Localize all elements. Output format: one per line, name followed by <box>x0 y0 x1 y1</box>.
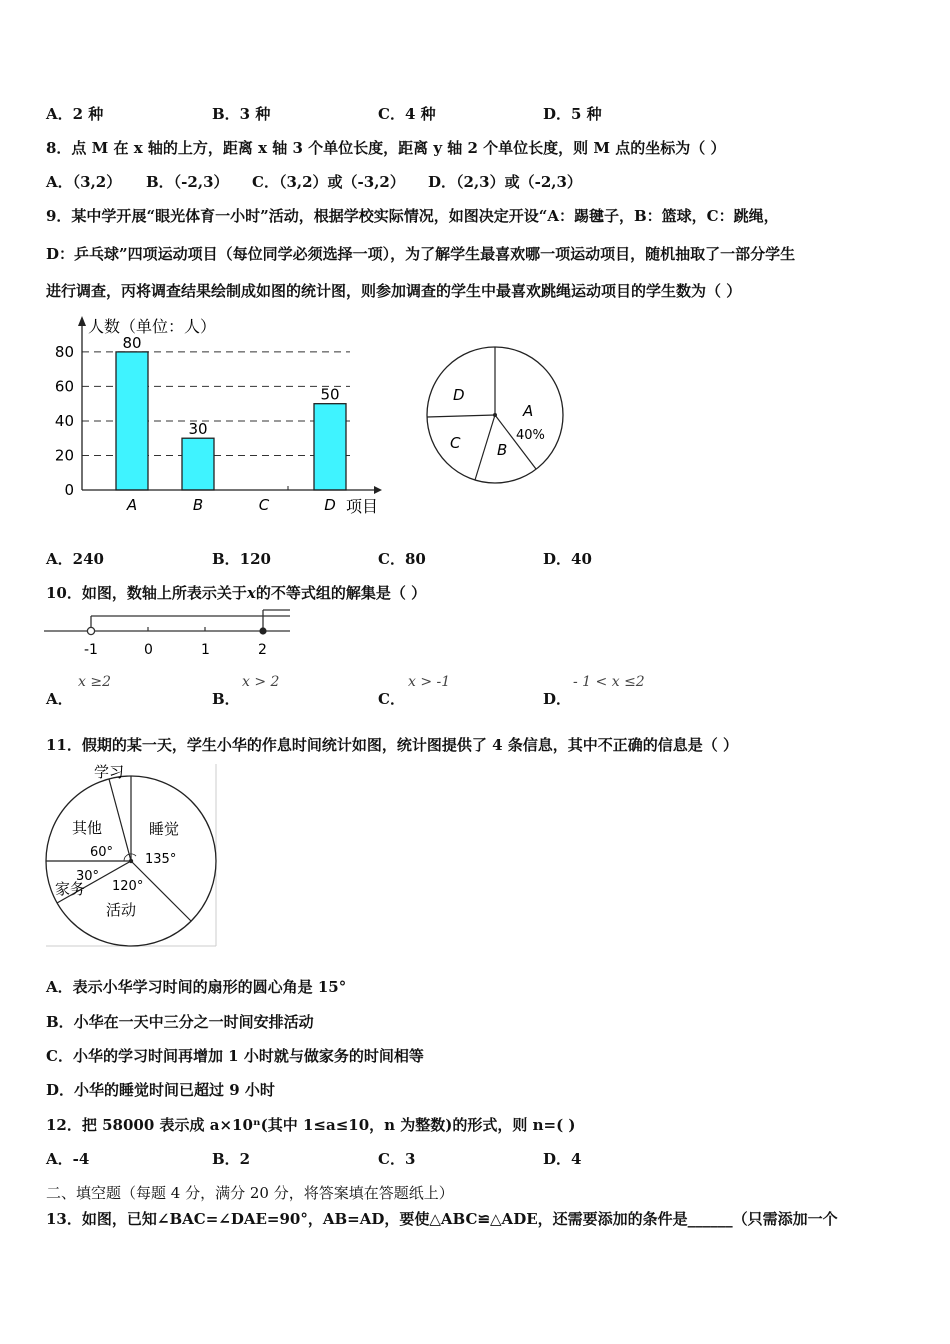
q7-option-c: C．4 种 <box>378 105 436 123</box>
bar-d <box>314 404 346 490</box>
tick-label: 2 <box>258 642 267 658</box>
section-heading: 二、填空题（每题 4 分，满分 20 分，将答案填在答题纸上） <box>46 1184 454 1202</box>
pie-center <box>493 413 497 417</box>
x-tick-label: B <box>192 496 204 514</box>
q13-stem: 13．如图，已知∠BAC=∠DAE=90°，AB=AD，要使△ABC≌△ADE，还需要添加的条件是______（只需添加一个 <box>46 1210 838 1228</box>
q11-stem: 11．假期的某一天，学生小华的作息时间统计如图，统计图提供了 4 条信息，其中不正确的信息是（ ） <box>46 736 738 754</box>
q11-option-b: B．小华在一天中三分之一时间安排活动 <box>46 1013 314 1031</box>
closed-point <box>259 627 266 634</box>
q11-option-a: A．表示小华学习时间的扇形的圆心角是 15° <box>46 978 347 996</box>
x-tick-label: D <box>324 496 336 514</box>
q7-option-d: D．5 种 <box>543 105 602 123</box>
tick-label: 1 <box>201 642 210 658</box>
q9-stem-line2: D：乒乓球”四项运动项目（每位同学必须选择一项），为了解学生最喜欢哪一项运动项目，随机抽取了一部分学生 <box>46 245 796 263</box>
q10-option-a-letter: A． <box>46 690 73 708</box>
q12-option-d: D．4 <box>543 1150 582 1168</box>
y-axis-arrow <box>78 316 86 326</box>
pie-label-c: C <box>450 434 461 452</box>
q10-option-c-math: x > -1 <box>408 674 451 690</box>
q10-option-a-math: x ≥2 <box>78 674 111 690</box>
pie-label-b: B <box>497 441 508 459</box>
angle-label: 60° <box>90 845 114 860</box>
y-tick-label: 0 <box>64 481 74 499</box>
q11-option-c: C．小华的学习时间再增加 1 小时就与做家务的时间相等 <box>46 1047 424 1065</box>
q11-option-d: D．小华的睡觉时间已超过 9 小时 <box>46 1081 275 1099</box>
slice-label-study: 学习 <box>94 763 125 781</box>
q10-stem: 10．如图，数轴上所表示关于x的不等式组的解集是（ ） <box>46 584 427 602</box>
q9-option-b: B．120 <box>212 550 271 568</box>
y-tick-label: 20 <box>54 446 74 465</box>
y-tick-label: 80 <box>54 342 74 361</box>
q9-pie-chart <box>420 340 570 490</box>
q12-option-c: C．3 <box>378 1150 416 1168</box>
q7-option-a: A．2 种 <box>46 105 104 123</box>
y-axis-label: 人数（单位：人） <box>88 317 217 336</box>
open-point <box>87 627 94 634</box>
q12-stem: 12．把 58000 表示成 a×10ⁿ(其中 1≤a≤10，n 为整数)的形式，则 n=( ) <box>46 1116 576 1134</box>
schedule-pie-chart <box>44 760 219 950</box>
y-tick-label: 60 <box>54 377 74 396</box>
q10-option-b-math: x > 2 <box>242 674 280 690</box>
bar-value-label: 80 <box>122 333 142 352</box>
tick-label: -1 <box>84 642 98 658</box>
q10-option-c-letter: C． <box>378 690 405 708</box>
angle-label: 120° <box>112 879 144 894</box>
q12-option-b: B．2 <box>212 1150 251 1168</box>
bar-b <box>182 438 214 490</box>
q10-option-d-letter: D． <box>543 690 572 708</box>
angle-label: 135° <box>145 852 177 867</box>
q8-option-a: A．（3,2） <box>46 173 122 191</box>
pie-label-a: A <box>523 402 534 420</box>
tick-label: 0 <box>144 642 153 658</box>
x-tick-label: C <box>258 496 270 514</box>
slice-label-activity: 活动 <box>106 901 137 919</box>
q9-stem-line1: 9．某中学开展“眼光体育一小时”活动，根据学校实际情况，如图决定开设“A：踢毽子，B：篮球，C：跳绳， <box>46 207 779 225</box>
q8-option-b: B．（-2,3） <box>146 173 229 191</box>
bar-value-label: 50 <box>320 385 340 404</box>
x-axis-arrow <box>374 486 382 494</box>
angle-label: 30° <box>76 869 100 884</box>
y-tick-label: 40 <box>54 411 74 430</box>
q9-option-a: A．240 <box>46 550 104 568</box>
q10-option-b-letter: B． <box>212 690 240 708</box>
q9-option-c: C．80 <box>378 550 426 568</box>
q8-stem: 8．点 M 在 x 轴的上方，距离 x 轴 3 个单位长度，距离 y 轴 2 个单位长度，则 M 点的坐标为（ ） <box>46 139 726 157</box>
number-line <box>44 608 294 658</box>
bar-chart <box>40 312 400 522</box>
q7-option-b: B．3 种 <box>212 105 271 123</box>
q9-option-d: D．40 <box>543 550 592 568</box>
q9-stem-line3: 进行调查，丙将调查结果绘制成如图的统计图，则参加调查的学生中最喜欢跳绳运动项目的学生数为（ ） <box>46 282 742 300</box>
q10-option-d-math: - 1 < x ≤2 <box>573 674 645 690</box>
slice-label-other: 其他 <box>72 819 103 837</box>
q8-option-d: D．（2,3）或（-2,3） <box>428 173 582 191</box>
q12-option-a: A．-4 <box>46 1150 90 1168</box>
pie-center <box>129 859 133 863</box>
slice-label-sleep: 睡觉 <box>149 820 180 838</box>
q8-option-c: C．（3,2）或（-3,2） <box>252 173 405 191</box>
bar-value-label: 30 <box>188 420 208 439</box>
pie-label-d: D <box>453 386 465 404</box>
bar-a <box>116 352 148 490</box>
pie-label-a-percent: 40% <box>516 428 545 443</box>
x-axis-label: 项目 <box>346 497 379 516</box>
x-tick-label: A <box>126 496 138 514</box>
slice-label-chores: 家务 <box>55 880 86 898</box>
